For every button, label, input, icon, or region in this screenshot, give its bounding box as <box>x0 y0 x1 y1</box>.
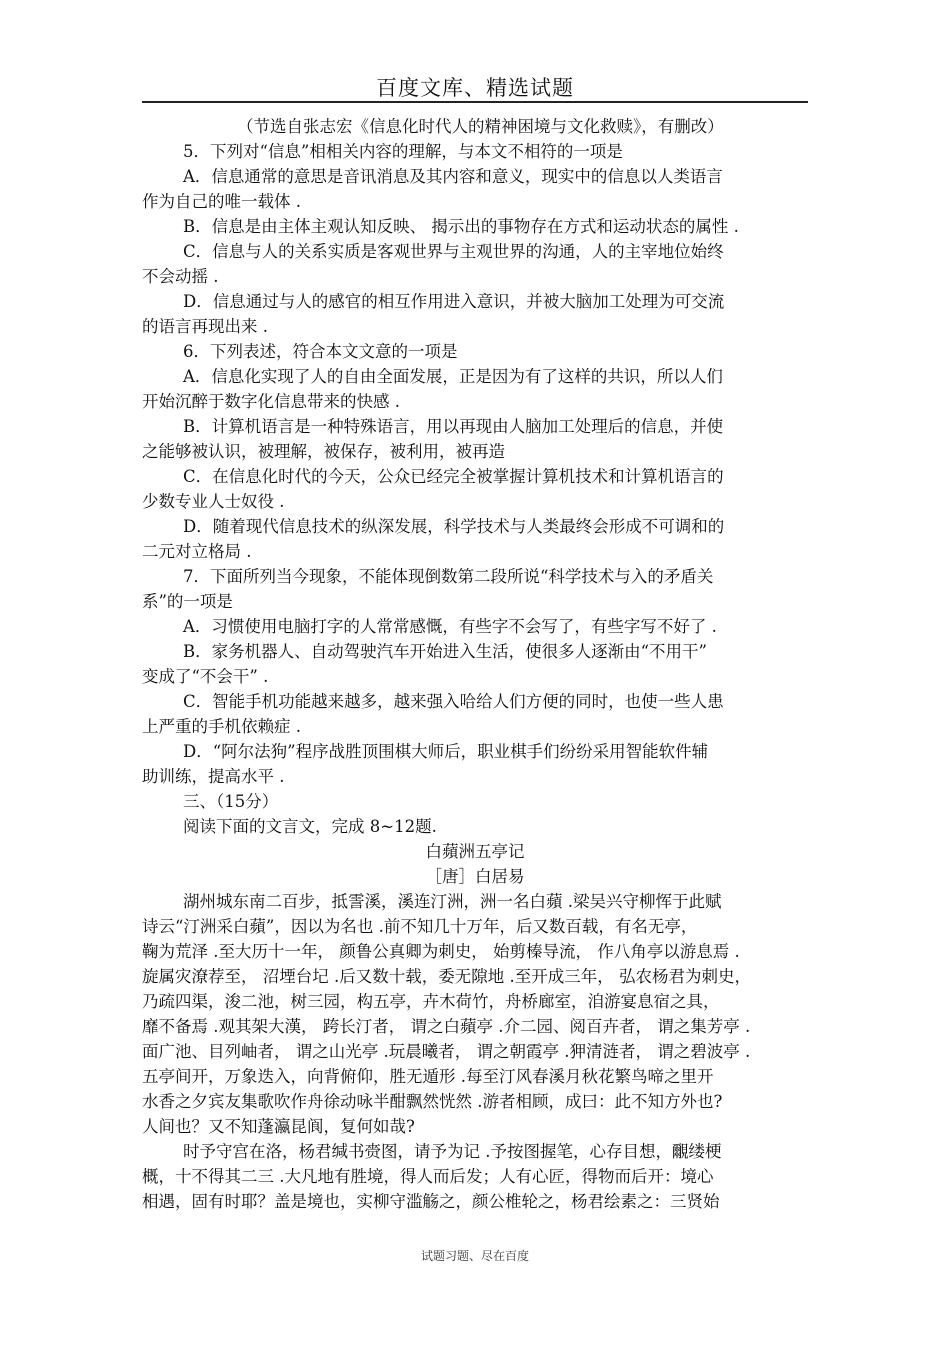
section-3-instruction: 阅读下面的文言文，完成 8~12题. <box>183 817 437 836</box>
option-5d: D．信息通过与人的感官的相互作用进入意识，并被大脑加工处理为可交流 <box>183 292 725 311</box>
question-7-cont: 系”的一项是 <box>142 592 233 611</box>
option-7c-cont: 上严重的手机依赖症 . <box>142 717 301 736</box>
passage-line: 相遇，固有时耶？盖是境也，实柳守滥觞之，颜公椎轮之，杨君绘素之：三贤始 <box>142 1192 720 1211</box>
option-6c-cont: 少数专业人士奴役 . <box>142 492 285 511</box>
passage-line: 诗云“汀洲采白蘋”，因以为名也 .前不知几十万年，后又数百载，有名无亭， <box>142 917 698 936</box>
question-6: 6．下列表述，符合本文文意的一项是 <box>183 342 458 361</box>
passage-author: ［唐］白居易 <box>425 867 525 886</box>
passage-line: 湖州城东南二百步，抵霅溪，溪连汀洲，洲一名白蘋 .梁吴兴守柳恽于此赋 <box>183 892 722 911</box>
option-5c-cont: 不会动摇 . <box>142 267 219 286</box>
option-7d: D．“阿尔法狗”程序战胜顶围棋大师后，职业棋手们纷纷采用智能软件辅 <box>183 742 709 761</box>
question-7: 7．下面所列当今现象，不能体现倒数第二段所说“科学技术与入的矛盾关 <box>183 567 714 586</box>
passage-line: 概，十不得其二三 .大凡地有胜境，得人而后发；人有心匠，得物而后开：境心 <box>142 1167 714 1186</box>
section-3-heading: 三、（15分） <box>183 792 279 811</box>
source-citation: （节选自张志宏《信息化时代人的精神困境与文化救赎》，有删改） <box>237 117 724 136</box>
passage-line: 鞠为荒泽 .至大历十一年， 颜鲁公真卿为刺史， 始剪榛导流， 作八角亭以游息焉 . <box>142 942 740 961</box>
option-6d: D．随着现代信息技术的纵深发展，科学技术与人类最终会形成不可调和的 <box>183 517 725 536</box>
option-6a-cont: 开始沉醉于数字化信息带来的快感 . <box>142 392 400 411</box>
option-7b-cont: 变成了“不会干” . <box>142 667 269 686</box>
passage-line: 水香之夕宾友集歌吹作舟徐动咏半酣飘然恍然 .游者相顾，成曰：此不知方外也? <box>142 1092 723 1111</box>
option-5a: A．信息通常的意思是音讯消息及其内容和意义，现实中的信息以人类语言 <box>183 167 723 186</box>
page-header: 百度文库、精选试题 <box>376 76 574 100</box>
passage-line: 乃疏四渠，浚二池，树三园，构五亭，卉木荷竹，舟桥廊室，洎游宴息宿之具， <box>142 992 720 1011</box>
option-5c: C．信息与人的关系实质是客观世界与主观世界的沟通，人的主宰地位始终 <box>183 242 724 261</box>
option-6b: B．计算机语言是一种特殊语言，用以再现由人脑加工处理后的信息，并使 <box>183 417 724 436</box>
option-5a-cont: 作为自己的唯一载体 . <box>142 192 301 211</box>
passage-line: 面广池、目列岫者， 谓之山光亭 .玩晨曦者， 谓之朝霞亭 .狎清涟者， 谓之碧波亭 . <box>142 1042 751 1061</box>
header-divider <box>142 101 808 103</box>
option-6b-cont: 之能够被认识，被理解，被保存，被利用，被再造 <box>142 442 505 461</box>
question-5: 5．下列对“信息”相相关内容的理解，与本文不相符的一项是 <box>183 142 623 161</box>
passage-line: 人间也？又不知蓬瀛昆阆，复何如哉? <box>142 1117 415 1136</box>
passage-line: 靡不备焉 .观其架大漢， 跨长汀者， 谓之白蘋亭 .介二园、阅百卉者， 谓之集芳亭 . <box>142 1017 751 1036</box>
option-6c: C．在信息化时代的今天，公众已经完全被掌握计算机技术和计算机语言的 <box>183 467 724 486</box>
option-7d-cont: 助训练，提高水平 . <box>142 767 285 786</box>
page-footer: 试题习题、尽在百度 <box>420 1249 529 1263</box>
option-7c: C．智能手机功能越来越多，越来强入哈给人们方便的同时，也使一些人患 <box>183 692 724 711</box>
option-7b: B．家务机器人、自动驾驶汽车开始进入生活，使很多人逐渐由“不用干” <box>183 642 707 661</box>
option-6d-cont: 二元对立格局 . <box>142 542 252 561</box>
passage-line: 五亭间开，万象迭入，向背俯仰，胜无遁形 .每至汀风春溪月秋花繁鸟啼之里开 <box>142 1067 714 1086</box>
option-5d-cont: 的语言再现出来 . <box>142 317 268 336</box>
passage-line: 旋属灾潦荐至， 沼堙台圮 .后又数十载，委无隙地 .至开成三年， 弘农杨君为刺史， <box>142 967 751 986</box>
passage-title: 白蘋洲五亭记 <box>425 842 525 861</box>
option-7a: A．习惯使用电脑打字的人常常感慨，有些字不会写了，有些字写不好了 . <box>183 617 717 636</box>
passage-line: 时予守宫在洛，杨君缄书赍图，请予为记 .予按图握笔，心存目想，覼缕梗 <box>183 1142 722 1161</box>
document-body <box>142 114 808 1214</box>
option-6a: A．信息化实现了人的自由全面发展，正是因为有了这样的共识，所以人们 <box>183 367 723 386</box>
option-5b: B．信息是由主体主观认知反映、 揭示出的事物存在方式和运动状态的属性 . <box>183 217 739 236</box>
